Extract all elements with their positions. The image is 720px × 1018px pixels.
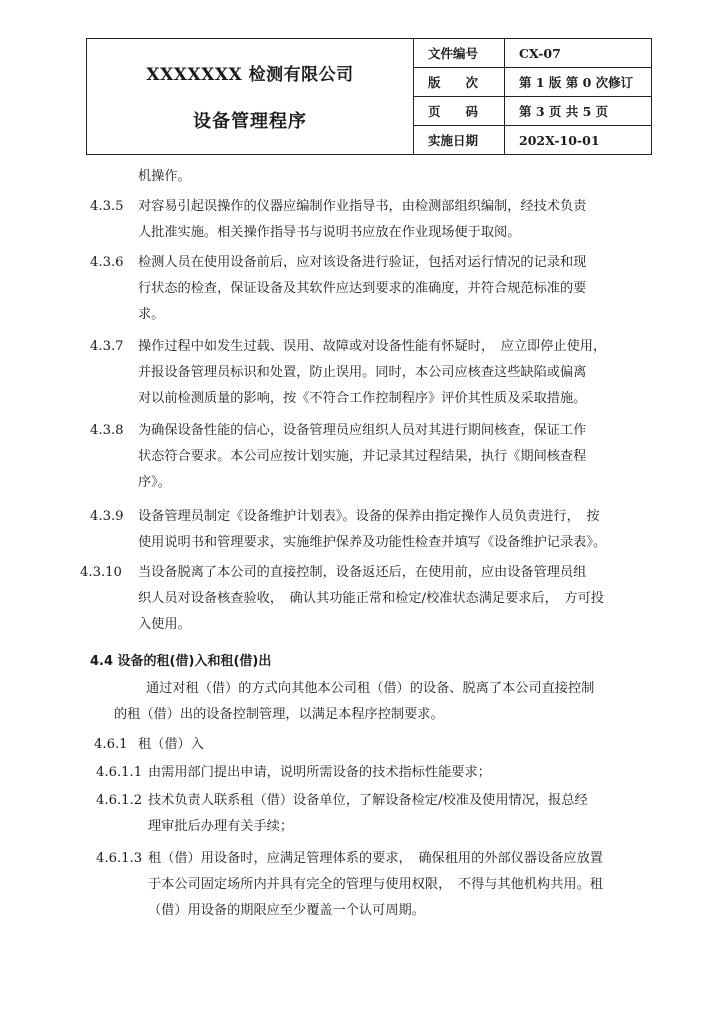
clause-number: 4.3.9	[90, 509, 124, 524]
clause-number: 4.3.10	[80, 565, 122, 580]
clause-number: 4.3.7	[90, 339, 124, 354]
edition-value: 第 1 版 第 0 次修订	[505, 68, 652, 97]
effective-date-label: 实施日期	[414, 126, 505, 155]
clause-number: 4.6.1.1	[96, 765, 143, 780]
clause-number: 4.6.1	[94, 737, 128, 752]
page-label: 页 码	[414, 97, 505, 126]
paragraph-continued: 机操作。	[138, 169, 191, 184]
page-value: 第 3 页 共 5 页	[505, 97, 652, 126]
effective-date-value: 202X-10-01	[505, 126, 652, 155]
document-header-table	[86, 38, 652, 155]
header-title-cell	[87, 39, 414, 155]
clause-number: 4.6.1.2	[96, 793, 143, 808]
clause-number: 4.3.6	[90, 255, 124, 270]
clause-number: 4.3.5	[90, 199, 124, 214]
edition-label: 版 次	[414, 68, 505, 97]
procedure-title: 设备管理程序	[193, 111, 307, 132]
section-heading-4-4: 4.4 设备的租(借)入和租(借)出	[90, 654, 272, 669]
doc-number-label: 文件编号	[414, 39, 505, 68]
doc-number-value: CX-07	[505, 39, 652, 68]
clause-number: 4.6.1.3	[96, 851, 143, 866]
clause-number: 4.3.8	[90, 423, 124, 438]
company-name: XXXXXXX 检测有限公司	[146, 65, 354, 85]
